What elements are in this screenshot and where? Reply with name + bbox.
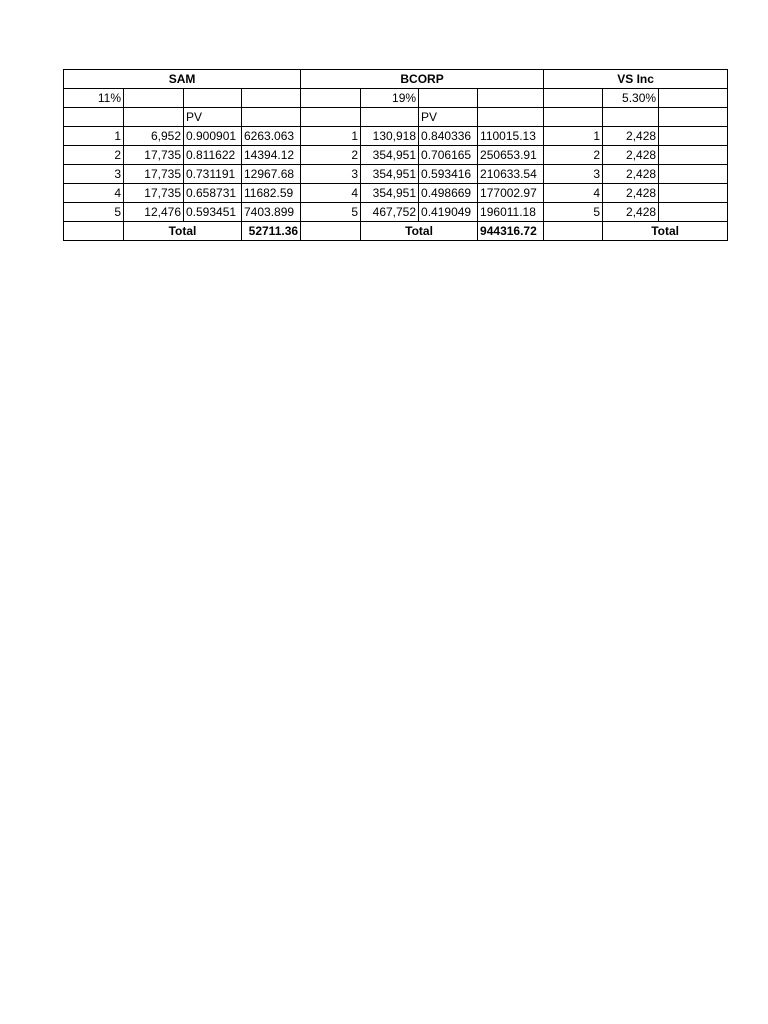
empty-cell[interactable] <box>361 108 419 127</box>
cash-flow-cell[interactable]: 354,951 <box>361 184 419 203</box>
group-title-vs-inc[interactable]: VS Inc <box>544 70 728 89</box>
cash-flow-cell[interactable]: 130,918 <box>361 127 419 146</box>
empty-cell[interactable] <box>301 222 361 241</box>
rate-row <box>64 89 728 108</box>
empty-cell[interactable] <box>301 108 361 127</box>
group-title-bcorp[interactable]: BCORP <box>301 70 544 89</box>
total-value-cell[interactable]: 52711.36 <box>242 222 301 241</box>
pv-value-cell[interactable]: 250653.91 <box>478 146 544 165</box>
total-label-cell[interactable]: Total <box>361 222 478 241</box>
discount-factor-cell[interactable]: 0.498669 <box>419 184 478 203</box>
empty-cell[interactable] <box>659 184 728 203</box>
discount-factor-cell[interactable]: 0.731191 <box>184 165 242 184</box>
cash-flow-cell[interactable]: 17,735 <box>124 184 184 203</box>
cash-flow-cell[interactable]: 2,428 <box>603 203 659 222</box>
empty-cell[interactable] <box>544 108 603 127</box>
cash-flow-cell[interactable]: 6,952 <box>124 127 184 146</box>
discount-factor-cell[interactable]: 0.658731 <box>184 184 242 203</box>
cash-flow-cell[interactable]: 17,735 <box>124 165 184 184</box>
cash-flow-cell[interactable]: 467,752 <box>361 203 419 222</box>
empty-cell[interactable] <box>124 108 184 127</box>
period-cell[interactable]: 3 <box>544 165 603 184</box>
period-cell[interactable]: 3 <box>64 165 124 184</box>
discount-factor-cell[interactable]: 0.593451 <box>184 203 242 222</box>
discount-factor-cell[interactable]: 0.811622 <box>184 146 242 165</box>
cash-flow-cell[interactable]: 12,476 <box>124 203 184 222</box>
empty-cell[interactable] <box>659 146 728 165</box>
table-row <box>64 146 728 165</box>
pv-label-cell[interactable]: PV <box>419 108 478 127</box>
period-cell[interactable]: 3 <box>301 165 361 184</box>
pv-label-cell[interactable]: PV <box>184 108 242 127</box>
period-cell[interactable]: 4 <box>64 184 124 203</box>
empty-cell[interactable] <box>124 89 184 108</box>
cash-flow-cell[interactable]: 354,951 <box>361 165 419 184</box>
table-row <box>64 127 728 146</box>
period-cell[interactable]: 1 <box>64 127 124 146</box>
total-row <box>64 222 728 241</box>
pv-table <box>63 69 728 241</box>
period-cell[interactable]: 2 <box>64 146 124 165</box>
period-cell[interactable]: 1 <box>301 127 361 146</box>
period-cell[interactable]: 5 <box>64 203 124 222</box>
period-cell[interactable]: 4 <box>301 184 361 203</box>
period-cell[interactable]: 1 <box>544 127 603 146</box>
pv-value-cell[interactable]: 177002.97 <box>478 184 544 203</box>
period-cell[interactable]: 2 <box>301 146 361 165</box>
pv-value-cell[interactable]: 7403.899 <box>242 203 301 222</box>
group-title-sam[interactable]: SAM <box>64 70 301 89</box>
discount-factor-cell[interactable]: 0.900901 <box>184 127 242 146</box>
cash-flow-cell[interactable]: 2,428 <box>603 146 659 165</box>
total-label-cell[interactable]: Total <box>603 222 728 241</box>
discount-factor-cell[interactable]: 0.419049 <box>419 203 478 222</box>
empty-cell[interactable] <box>242 108 301 127</box>
period-cell[interactable]: 5 <box>301 203 361 222</box>
spreadsheet <box>63 69 679 246</box>
empty-cell[interactable] <box>603 108 659 127</box>
pv-value-cell[interactable]: 14394.12 <box>242 146 301 165</box>
cash-flow-cell[interactable]: 354,951 <box>361 146 419 165</box>
empty-cell[interactable] <box>184 89 242 108</box>
discount-factor-cell[interactable]: 0.706165 <box>419 146 478 165</box>
discount-factor-cell[interactable]: 0.840336 <box>419 127 478 146</box>
period-cell[interactable]: 5 <box>544 203 603 222</box>
empty-cell[interactable] <box>64 222 124 241</box>
empty-cell[interactable] <box>478 89 544 108</box>
pv-value-cell[interactable]: 196011.18 <box>478 203 544 222</box>
empty-cell[interactable] <box>544 89 603 108</box>
empty-cell[interactable] <box>659 89 728 108</box>
empty-cell[interactable] <box>659 203 728 222</box>
cash-flow-cell[interactable]: 2,428 <box>603 165 659 184</box>
cash-flow-cell[interactable]: 2,428 <box>603 184 659 203</box>
cash-flow-cell[interactable]: 17,735 <box>124 146 184 165</box>
table-row <box>64 184 728 203</box>
empty-cell[interactable] <box>659 127 728 146</box>
pv-value-cell[interactable]: 6263.063 <box>242 127 301 146</box>
empty-cell[interactable] <box>419 89 478 108</box>
table-row <box>64 165 728 184</box>
empty-cell[interactable] <box>478 108 544 127</box>
data-rows <box>64 127 728 222</box>
empty-cell[interactable] <box>659 108 728 127</box>
cash-flow-cell[interactable]: 2,428 <box>603 127 659 146</box>
pv-value-cell[interactable]: 110015.13 <box>478 127 544 146</box>
pv-value-cell[interactable]: 11682.59 <box>242 184 301 203</box>
rate-cell[interactable]: 11% <box>64 89 124 108</box>
empty-cell[interactable] <box>659 165 728 184</box>
table-row <box>64 203 728 222</box>
rate-cell[interactable]: 5.30% <box>603 89 659 108</box>
empty-cell[interactable] <box>242 89 301 108</box>
period-cell[interactable]: 4 <box>544 184 603 203</box>
empty-cell[interactable] <box>64 108 124 127</box>
rate-cell[interactable]: 19% <box>361 89 419 108</box>
header-row <box>64 70 728 89</box>
total-value-cell[interactable]: 944316.72 <box>478 222 544 241</box>
empty-cell[interactable] <box>301 89 361 108</box>
label-row <box>64 108 728 127</box>
empty-cell[interactable] <box>544 222 603 241</box>
discount-factor-cell[interactable]: 0.593416 <box>419 165 478 184</box>
pv-value-cell[interactable]: 12967.68 <box>242 165 301 184</box>
total-label-cell[interactable]: Total <box>124 222 242 241</box>
period-cell[interactable]: 2 <box>544 146 603 165</box>
pv-value-cell[interactable]: 210633.54 <box>478 165 544 184</box>
